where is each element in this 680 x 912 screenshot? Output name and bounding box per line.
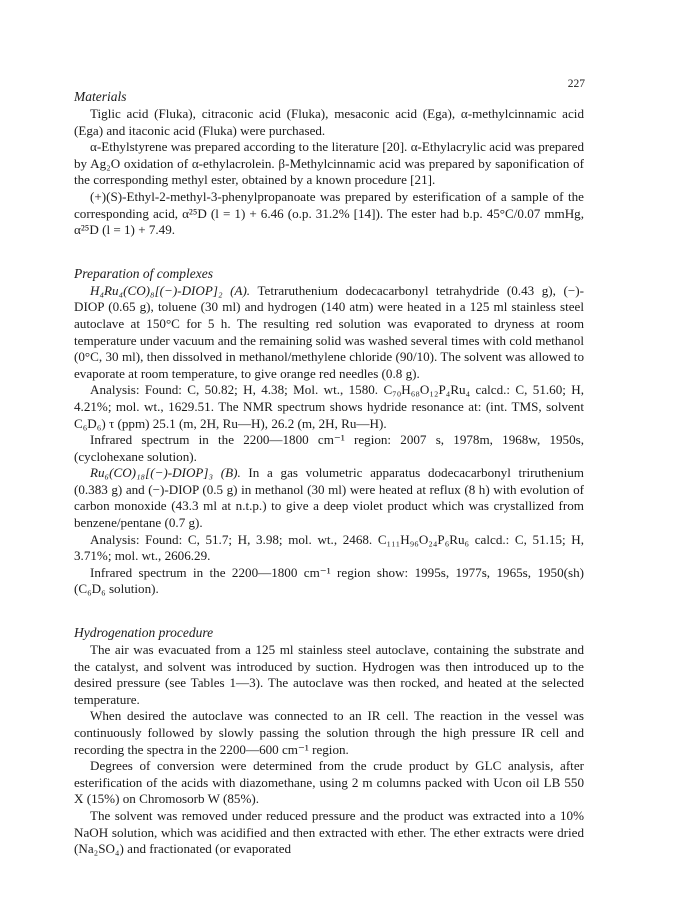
paragraph-text: Infrared spectrum in the 2200—1800 cm⁻¹ region show: 1995s, 1977s, 1965s, 1950(sh) (C₆D₆ solution). — [74, 564, 584, 597]
paragraph-text: Tiglic acid (Fluka), citraconic acid (Fluka), mesaconic acid (Ega), α-methylcinnamic acid (Ega) and itaconic acid (Fluka) were purchased. — [74, 106, 584, 138]
paragraph-text: Tetraruthenium dodecacarbonyl tetrahydride (0.43 g), (−)-DIOP (0.65 g), toluene (30 ml) and hydrogen (140 atm) were heated in a 125 ml stainless steel autoclave at 150°C for 5 h. The resulting red solution was evaporated to dryness at room temperature under vacuum and the remaining solid was washed several times with cold methanol (0°C, 30 ml), then dissolved in methanol/methylene chloride (90/10). The solvent was allowed to evaporate at room temperature, to give orange red needles (0.8 g). — [74, 282, 584, 381]
paragraph-text: The solvent was removed under reduced pressure and the product was extracted into a 10% NaOH solution, which was acidified and then extracted with ether. The ether extracts were dried (Na₂SO₄) and fractionated (or evaporated — [74, 807, 584, 857]
page-number: 227 — [567, 78, 585, 90]
paragraph — [74, 532, 584, 565]
paragraph-text: α-Ethylstyrene was prepared according to the literature [20]. α-Ethylacrylic acid was prepared by Ag₂O oxidation of α-ethylacrolein. β-Methylcinnamic acid was prepared by saponification of the corresponding methyl ester, obtained by a known procedure [21]. — [74, 139, 584, 188]
paragraph — [74, 106, 584, 139]
paragraph — [74, 465, 584, 531]
paragraph — [74, 758, 584, 808]
paragraph-text: Infrared spectrum in the 2200—1800 cm⁻¹ region: 2007 s, 1978m, 1968w, 1950s, (cyclohexane solution). — [74, 432, 584, 464]
paragraph — [74, 189, 584, 239]
paragraph — [74, 382, 584, 432]
paragraph — [74, 642, 584, 708]
paragraph — [74, 808, 584, 858]
paragraph — [74, 565, 584, 598]
paragraph — [74, 139, 584, 189]
section-3 — [74, 624, 584, 858]
compound-label: H₄Ru₄(CO)₈[(−)-DIOP]₂ (A). — [90, 282, 251, 298]
section-heading: Hydrogenation procedure — [74, 625, 214, 641]
document-body — [74, 88, 584, 858]
paragraph — [74, 708, 584, 758]
paragraph-text: In a gas volumetric apparatus dodecacarbonyl triruthenium (0.383 g) and (−)-DIOP (0.5 g) in methanol (30 ml) were heated at reflux (8 h) with evolution of carbon monoxide (43.3 ml at n.t.p.) to give a deep violet product which was crystallized from benzene/pentane (0.7 g). — [74, 465, 584, 531]
section-2 — [74, 265, 584, 598]
section-heading: Preparation of complexes — [74, 265, 213, 281]
compound-label: Ru₆(CO)₁₈[(−)-DIOP]₃ (B). — [90, 465, 241, 481]
paragraph-text: When desired the autoclave was connected to an IR cell. The reaction in the vessel was continuously followed by slowly passing the solution through the high pressure IR cell and recording the spectra in the 2200—600 cm⁻¹ region. — [74, 708, 584, 757]
paragraph-text: The air was evacuated from a 125 ml stainless steel autoclave, containing the substrate and the catalyst, and solvent was introduced by suction. Hydrogen was then introduced up to the desired pressure (see Tables 1—3). The autoclave was then rocked, and heated at the selected temperature. — [74, 642, 584, 707]
paragraph — [74, 283, 584, 383]
paragraph-text: Analysis: Found: C, 51.7; H, 3.98; mol. wt., 2468. C₁₁₁H₉₆O₂₄P₆Ru₆ calcd.: C, 51.15; H, 3.71%; mol. wt., 2606.29. — [74, 531, 584, 564]
paragraph-text: (+)(S)-Ethyl-2-methyl-3-phenylpropanoate was prepared by esterification of a sample of the corresponding acid, α²⁵D (l = 1) + 6.46 (o.p. 31.2% [14]). The ester had b.p. 45°C/0.07 mmHg, α²⁵D (l = 1) + 7.49. — [74, 188, 584, 238]
section-1 — [74, 88, 584, 239]
paragraph-text: Degrees of conversion were determined from the crude product by GLC analysis, after esterification of the acids with diazomethane, using 2 m columns packed with Ucon oil LB 550 X (15%) on Chromosorb W (85%). — [74, 758, 584, 807]
paragraph — [74, 432, 584, 465]
paragraph-text: Analysis: Found: C, 50.82; H, 4.38; Mol. wt., 1580. C₇₀H₆₈O₁₂P₄Ru₄ calcd.: C, 51.60; H, 4.21%; mol. wt., 1629.51. The NMR spectrum shows hydride resonance at: (int. TMS, solvent C₆D₆) τ (ppm) 25.1 (m, 2H, Ru—H), 26.2 (m, 2H, Ru—H). — [74, 382, 584, 431]
section-heading: Materials — [74, 89, 127, 104]
